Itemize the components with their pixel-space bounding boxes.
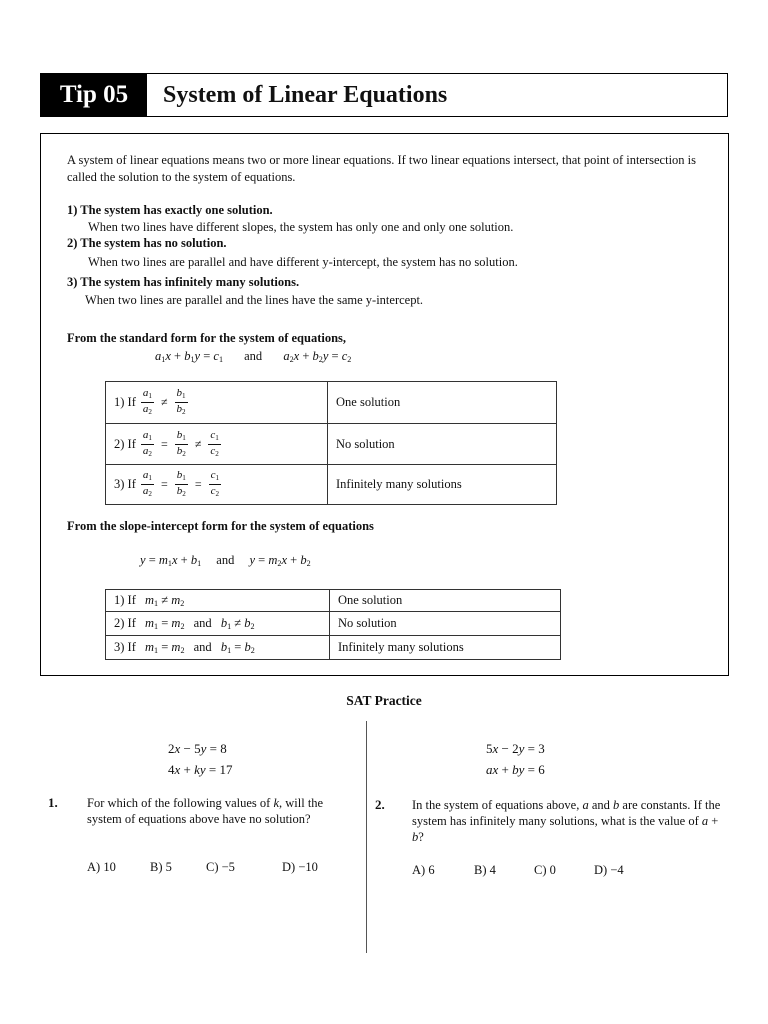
result-cell: Infinitely many solutions [330, 636, 561, 660]
case-1-desc: When two lines have different slopes, the system has only one and only one solution. [88, 220, 514, 234]
standard-form-table [105, 381, 557, 505]
standard-form-heading: From the standard form for the system of equations, [67, 331, 347, 345]
result-cell: No solution [330, 612, 561, 636]
slope-form-heading: From the slope-intercept form for the system of equations [67, 519, 374, 533]
case-1-title: 1) The system has exactly one solution. [67, 203, 273, 217]
sat-practice-title: SAT Practice [346, 693, 422, 708]
q1-equations: 2x − 5y = 8 4x + ky = 17 [168, 741, 233, 777]
q2-choice-c[interactable]: C) 0 [534, 863, 556, 877]
result-cell: No solution [328, 424, 557, 465]
tip-header [40, 73, 728, 117]
case-3-title: 3) The system has infinitely many solutions. [67, 275, 300, 289]
q1-choices [87, 860, 318, 875]
and-label: and [193, 639, 212, 654]
q1-choice-c[interactable]: C) −5 [206, 860, 235, 874]
table-row: 1) If $\frac{a_1}{a_2}$ ≠ $\frac{b_1}{b_2}$ One solution [106, 382, 557, 424]
q1-choice-b[interactable]: B) 5 [150, 860, 172, 874]
slope-form-table [105, 589, 561, 660]
q2-text-b: are constants. If the system has infinitely many solutions, what is the value of [412, 798, 721, 828]
tip-label: Tip 05 [41, 74, 147, 116]
q1-text: For which of the following values of k, will the system of equations above have no solution? [87, 796, 324, 826]
q2-choice-a[interactable]: A) 6 [412, 863, 435, 877]
table-row: 1) If $m_1 \ne m_2$ One solution [106, 590, 561, 612]
q2-choices [412, 863, 624, 878]
q1-text-b: , will the system of equations above have no solution? [87, 796, 324, 826]
table-row: 2) If $m_1 = m_2$ and $b_1 \ne b_2$ No solution [106, 612, 561, 636]
row-number: 2) If [114, 615, 136, 630]
standard-form-equations: $a_1x + b_1y = c_1$ and $a_2x + b_2y = c_2$ [155, 349, 352, 365]
case-2-title: 2) The system has no solution. [67, 236, 227, 250]
q2-text: In the system of equations above, a and b are constants. If the system has infinitely many solutions, what is the value of a + b? [412, 798, 721, 844]
q1-number: 1. [48, 795, 58, 810]
page-title: System of Linear Equations [163, 81, 448, 108]
q2-number: 2. [375, 797, 385, 812]
table-row: 3) If $\frac{a_1}{a_2}$ = $\frac{b_1}{b_2}$ = $\frac{c_1}{c_2}$ Infinitely many solutions [106, 465, 557, 505]
q2-choice-b[interactable]: B) 4 [474, 863, 496, 877]
row-number: 1) If [114, 592, 136, 607]
intro-paragraph: A system of linear equations means two or more linear equations. If two linear equations intersect, that point of intersection is called the solution to the system of equations. [67, 153, 697, 184]
and-label: and [244, 349, 263, 363]
q2-text-and: and [591, 798, 610, 812]
result-cell: Infinitely many solutions [328, 465, 557, 505]
case-3-desc: When two lines are parallel and the lines have the same y-intercept. [85, 293, 424, 307]
q2-choice-d[interactable]: D) −4 [594, 863, 624, 877]
row-number: 3) If [114, 477, 136, 491]
result-cell: One solution [330, 590, 561, 612]
and-label: and [216, 553, 235, 567]
row-number: 3) If [114, 639, 136, 654]
table-row: 2) If $\frac{a_1}{a_2}$ = $\frac{b_1}{b_2}$ ≠ $\frac{c_1}{c_2}$ No solution [106, 424, 557, 465]
column-divider [366, 721, 367, 953]
result-cell: One solution [328, 382, 557, 424]
slope-form-equations: $y = m_1x + b_1$ and $y = m_2x + b_2$ [140, 553, 311, 569]
q2-equations: 5x − 2y = 3 ax + by = 6 [486, 741, 545, 777]
q1-text-a: For which of the following values of [87, 796, 271, 810]
row-number: 1) If [114, 395, 136, 409]
table-row: 3) If $m_1 = m_2$ and $b_1 = b_2$ Infinitely many solutions [106, 636, 561, 660]
case-2-desc: When two lines are parallel and have different y-intercept, the system has no solution. [88, 255, 518, 269]
row-number: 2) If [114, 436, 136, 451]
and-label: and [193, 615, 212, 630]
q2-text-a: In the system of equations above, [412, 798, 580, 812]
q1-choice-d[interactable]: D) −10 [282, 860, 318, 874]
q2-text-c: ? [418, 830, 424, 844]
q1-choice-a[interactable]: A) 10 [87, 860, 116, 874]
